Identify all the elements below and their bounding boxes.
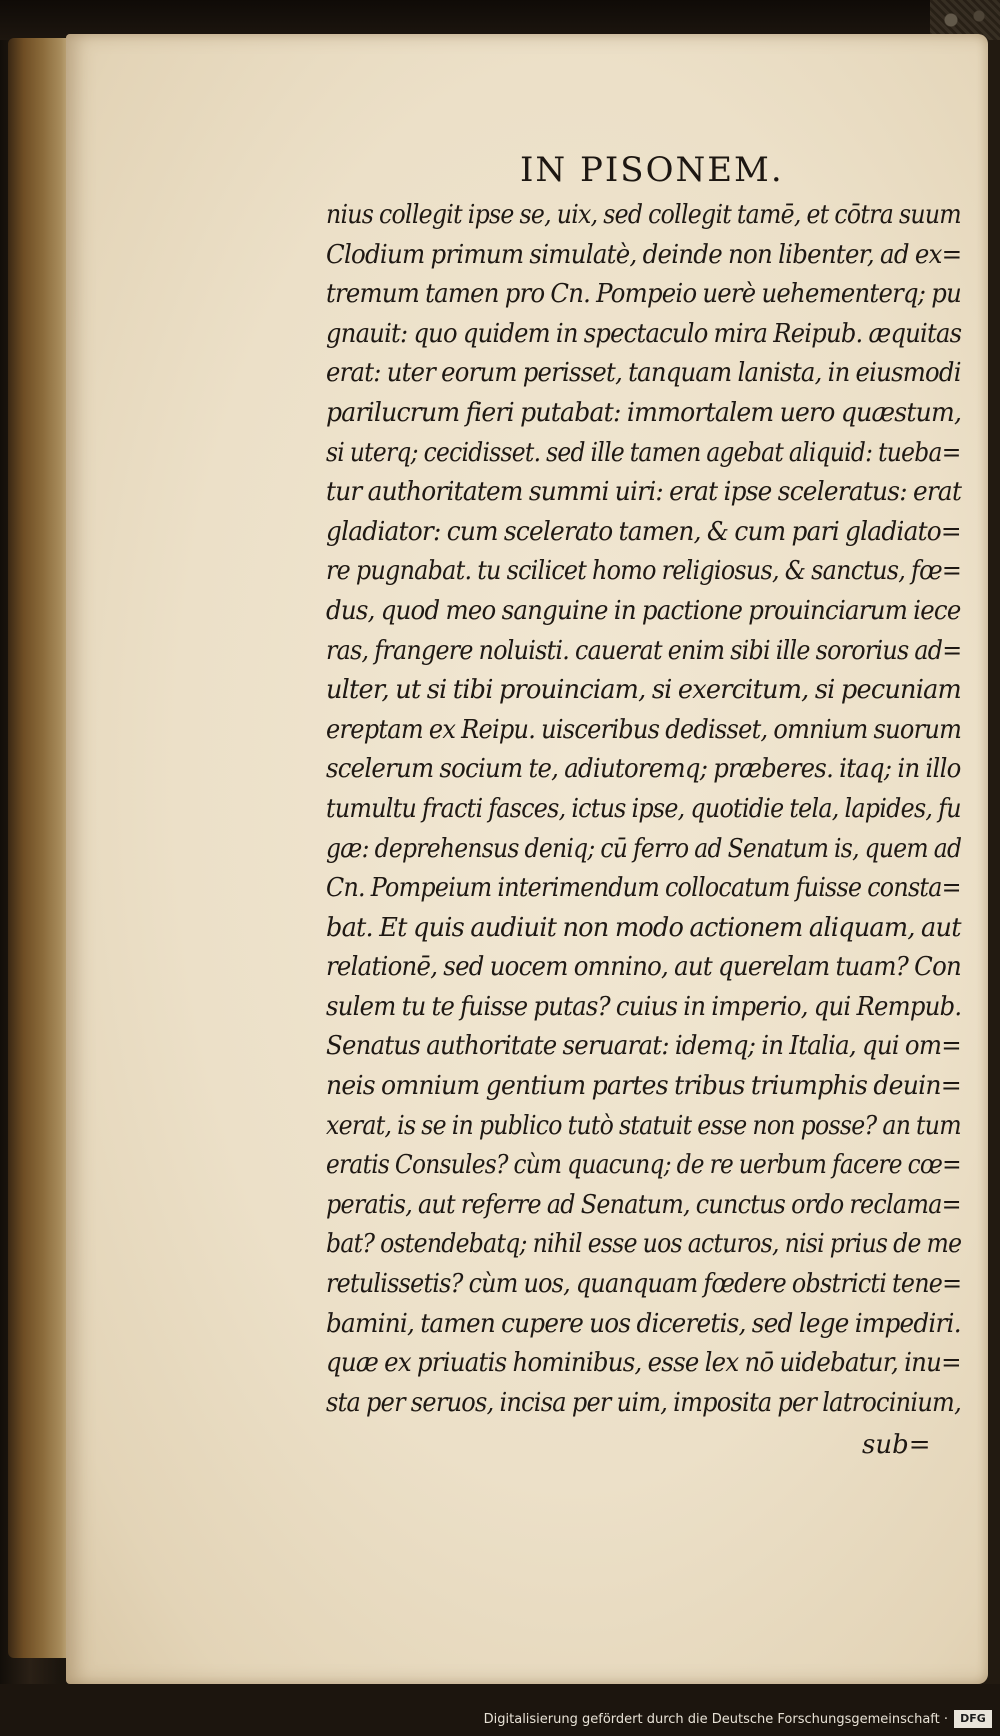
text-line: bat. Et quis audiuit non modo actionem aliquam, aut (326, 912, 961, 943)
text-line: tremum tamen pro Cn. Pompeio uerè uehementerq; pu (326, 279, 961, 310)
text-line: quæ ex priuatis hominibus, esse lex nō uidebatur, inu= (326, 1348, 961, 1379)
dfg-logo: DFG (954, 1710, 992, 1728)
text-line: bat? ostendebatq; nihil esse uos acturos, nisi prius de me (326, 1229, 962, 1260)
text-line: gnauit: quo quidem in spectaculo mira Reipub. æquitas (326, 318, 962, 349)
text-line: eratis Consules? cùm quacunq; de re uerbum facere cœ= (326, 1150, 961, 1181)
text-line: ras, frangere noluisti. cauerat enim sibi ille sororius ad= (326, 635, 962, 666)
text-line: bamini, tamen cupere uos diceretis, sed lege impediri. (326, 1308, 961, 1339)
text-line: tumultu fracti fasces, ictus ipse, quotidie tela, lapides, fu (326, 793, 961, 824)
catchword: sub= (862, 1430, 931, 1460)
text-line: Senatus authoritate seruarat: idemq; in Italia, qui om= (326, 1031, 961, 1062)
text-block (326, 196, 961, 1423)
text-line: gladiator: cum scelerato tamen, & cum pari gladiato= (326, 516, 961, 547)
text-line: Cn. Pompeium interimendum collocatum fuisse consta= (326, 873, 961, 904)
text-line: Clodium primum simulatè, deinde non libenter, ad ex= (326, 239, 962, 270)
text-line: scelerum socium te, adiutoremq; præberes. itaq; in illo (326, 754, 961, 785)
text-line: tur authoritatem summi uiri: erat ipse sceleratus: erat (326, 477, 962, 508)
text-line: retulissetis? cùm uos, quanquam fœdere obstricti tene= (326, 1269, 962, 1300)
text-line: parilucrum fieri putabat: immortalem uero quæstum, (326, 397, 962, 428)
text-line: sulem tu te fuisse putas? cuius in imperio, qui Rempub. (326, 991, 962, 1022)
text-line: peratis, aut referre ad Senatum, cunctus ordo reclama= (326, 1189, 961, 1220)
bottom-dark-band (0, 1684, 1000, 1736)
text-line: si uterq; cecidisset. sed ille tamen agebat aliquid: tueba= (326, 437, 961, 468)
digitization-credit: Digitalisierung gefördert durch die Deutsche Forschungsgemeinschaft · (483, 1712, 948, 1727)
text-line: ereptam ex Reipu. uisceribus dedisset, omnium suorum (326, 714, 962, 745)
text-line: relationē, sed uocem omnino, aut querelam tuam? Con (326, 952, 961, 983)
text-line: sta per seruos, incisa per uim, imposita per latrocinium, (326, 1387, 961, 1418)
text-line: dus, quod meo sanguine in pactione prouinciarum iece (326, 595, 961, 626)
text-line: nius collegit ipse se, uix, sed collegit tamē, et cōtra suum (326, 200, 961, 230)
running-head: IN PISONEM. (520, 150, 784, 190)
text-line: re pugnabat. tu scilicet homo religiosus, & sanctus, fœ= (326, 556, 962, 587)
text-line: erat: uter eorum perisset, tanquam lanista, in eiusmodi (326, 358, 961, 389)
book-fore-edge (8, 38, 70, 1658)
text-line: neis omnium gentium partes tribus triumphis deuin= (326, 1071, 962, 1102)
text-line: xerat, is se in publico tutò statuit esse non posse? an tum (326, 1110, 961, 1141)
text-line: ulter, ut si tibi prouinciam, si exercitum, si pecuniam (326, 675, 962, 706)
text-line: gæ: deprehensus deniq; cū ferro ad Senatum is, quem ad (326, 833, 962, 864)
